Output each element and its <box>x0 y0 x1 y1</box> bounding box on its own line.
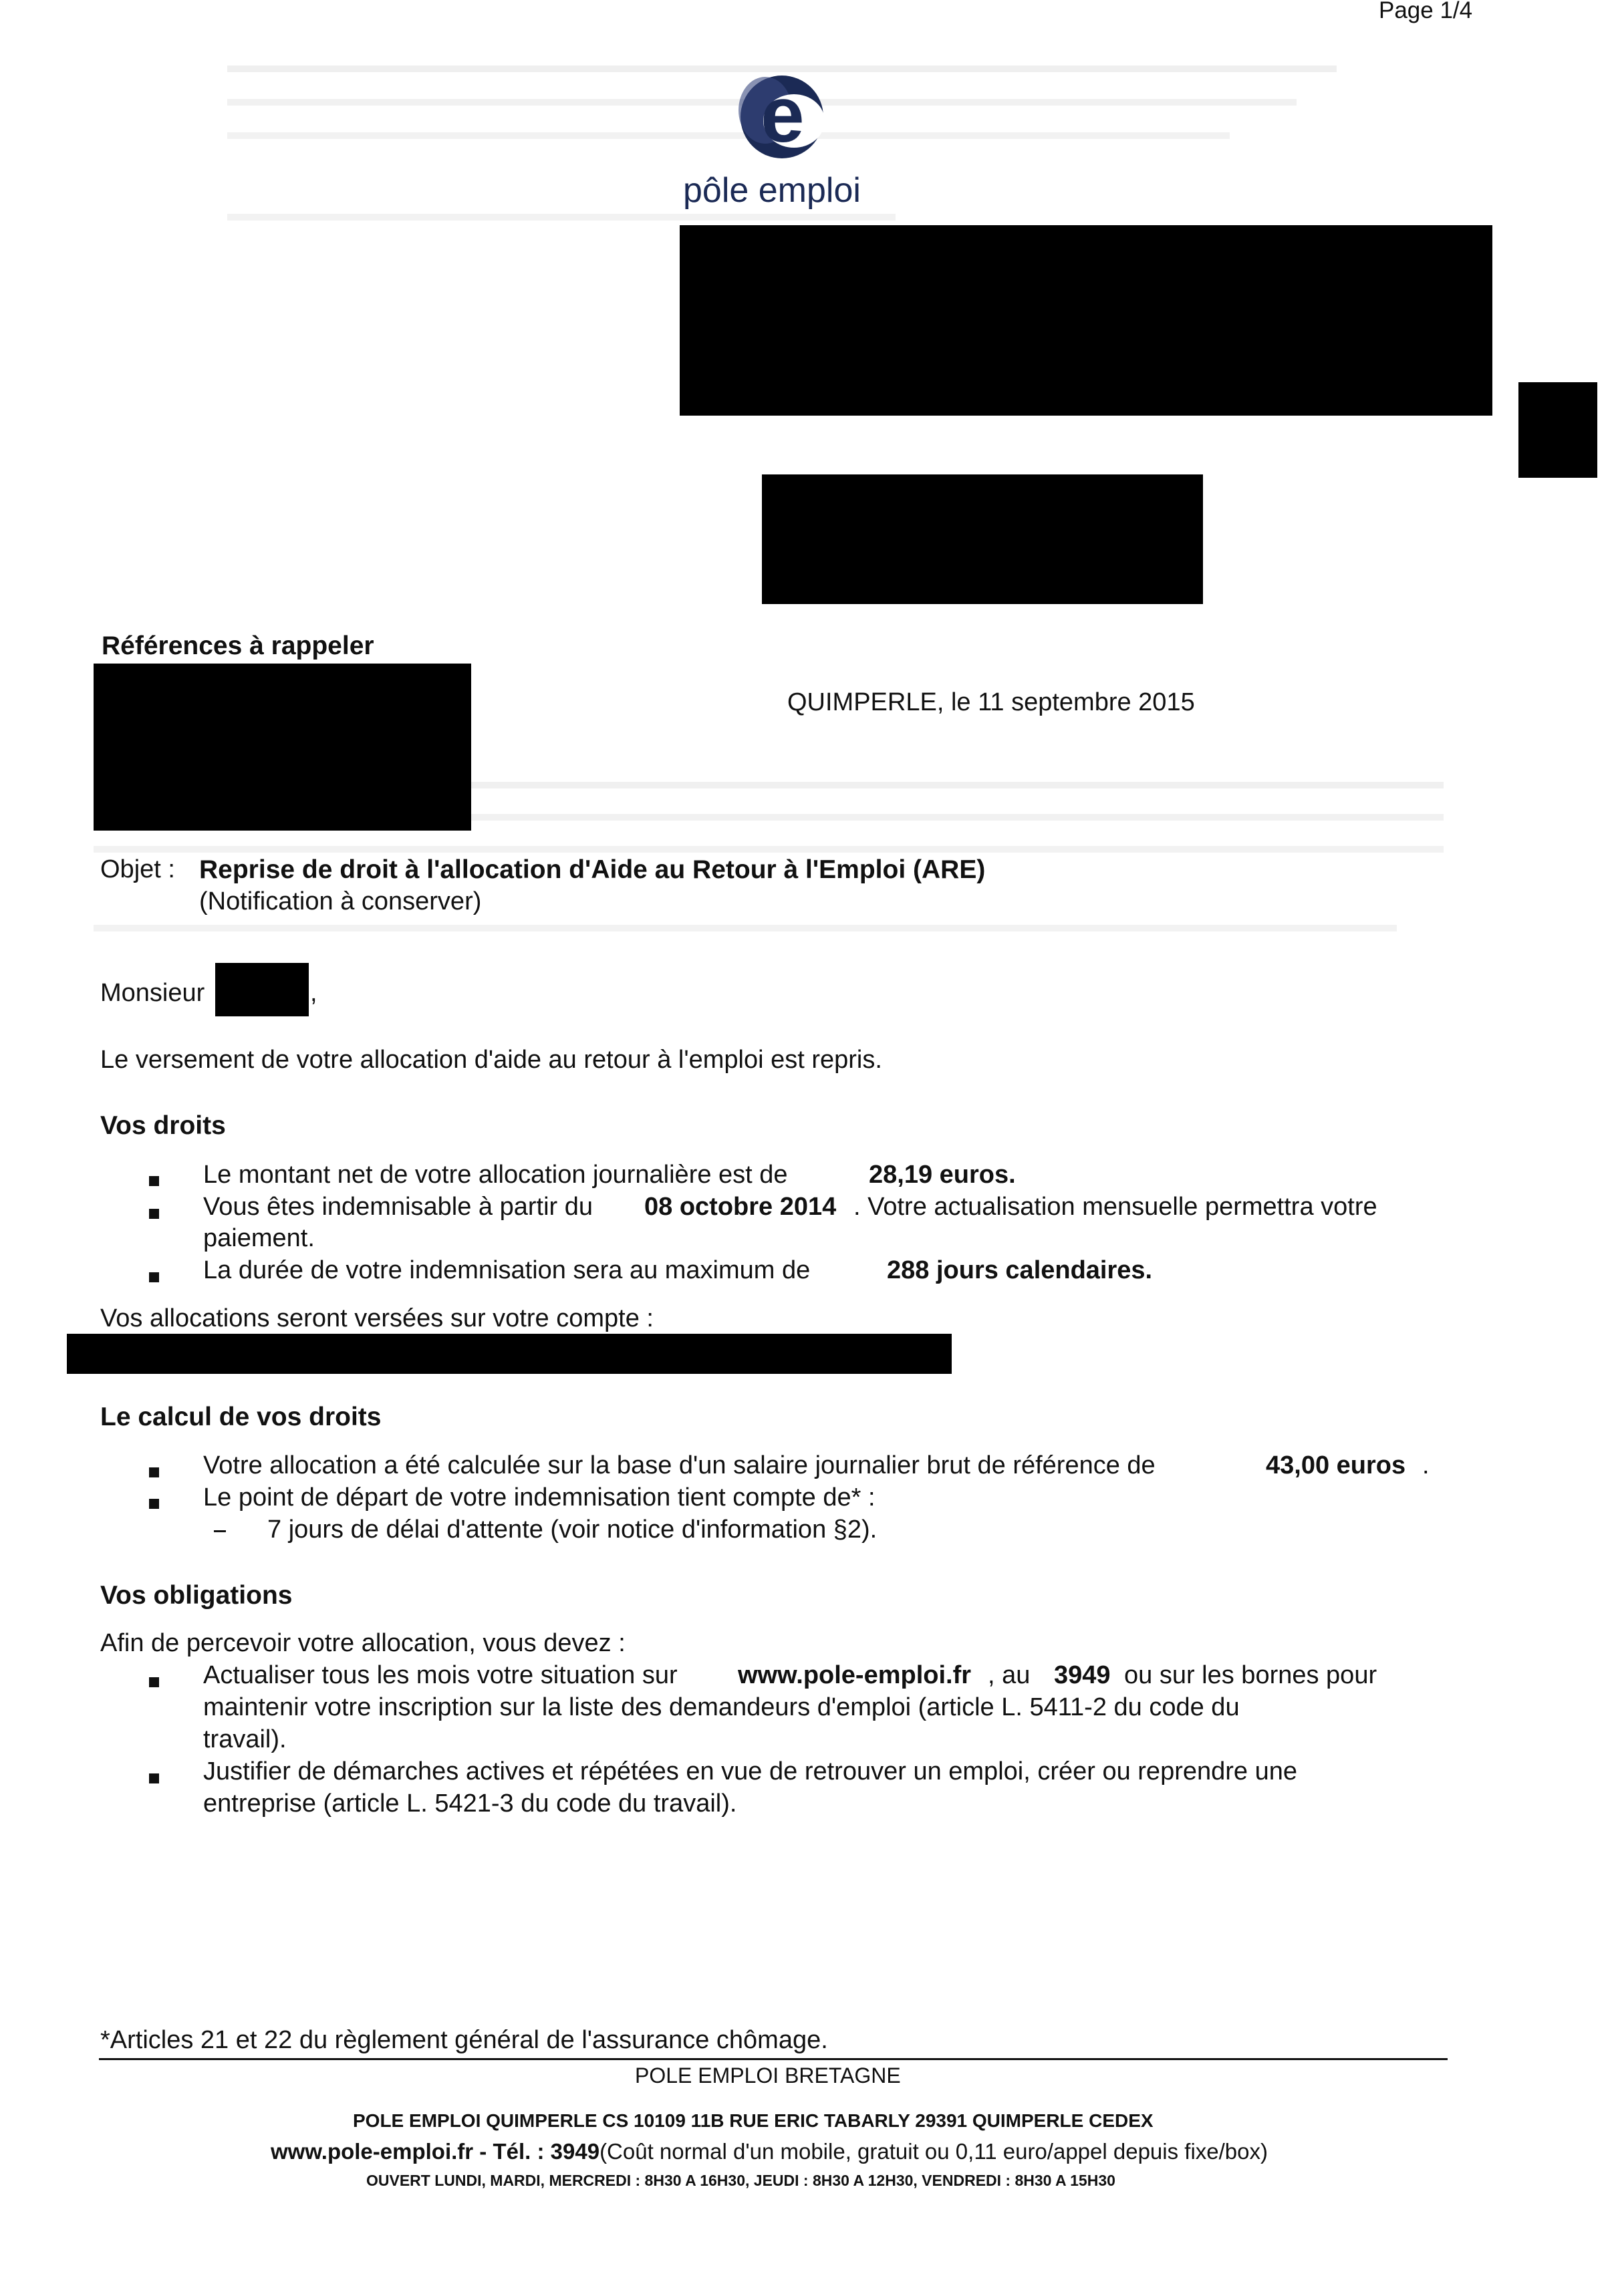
obligations-item-1-b: , au <box>988 1661 1031 1689</box>
footer-website-link[interactable]: www.pole-emploi.fr <box>271 2139 474 2164</box>
droits-item-2-text-b: . Votre actualisation mensuelle permettra votre <box>853 1193 1377 1221</box>
droits-item-2-text-c: paiement. <box>203 1224 315 1252</box>
calcul-bullet-2 <box>149 1499 159 1509</box>
references-heading: Références à rappeler <box>102 631 374 660</box>
calcul-sub-dash <box>214 1530 226 1532</box>
salutation-suffix: , <box>310 979 317 1007</box>
page-number: Page 1/4 <box>1379 0 1473 23</box>
droits-item-2-value: 08 octobre 2014 <box>644 1193 837 1221</box>
obligations-item-1-c: ou sur les bornes pour <box>1124 1661 1377 1689</box>
redacted-recipient <box>762 474 1203 604</box>
obligations-item-1-line2: maintenir votre inscription sur la liste des demandeurs d'emploi (article L. 5411-2 du code du <box>203 1693 1240 1721</box>
obligations-item-1-phone: 3949 <box>1054 1661 1111 1689</box>
calcul-item-1-value: 43,00 euros <box>1266 1451 1406 1479</box>
droits-item-3-text: La durée de votre indemnisation sera au maximum de <box>203 1256 811 1284</box>
intro-paragraph: Le versement de votre allocation d'aide au retour à l'emploi est repris. <box>100 1046 882 1074</box>
obligations-bullet-2 <box>149 1773 159 1783</box>
logo-wordmark: pôle emploi <box>683 171 861 210</box>
droits-item-1-text: Le montant net de votre allocation journalière est de <box>203 1161 788 1189</box>
redacted-bank-account <box>67 1334 952 1374</box>
droits-item-3-value: 288 jours calendaires. <box>887 1256 1153 1284</box>
droits-bullet-3 <box>149 1272 159 1282</box>
subject-note: (Notification à conserver) <box>199 887 482 915</box>
droits-item-1-value: 28,19 euros. <box>869 1161 1016 1189</box>
footer-contact-line <box>271 2139 1268 2164</box>
redacted-references <box>94 664 471 831</box>
calcul-item-1-text: Votre allocation a été calculée sur la base d'un salaire journalier brut de référence de <box>203 1451 1156 1479</box>
droits-heading: Vos droits <box>100 1111 226 1140</box>
obligations-item-2-line2: entreprise (article L. 5421-3 du code du travail). <box>203 1789 737 1818</box>
calcul-item-2-text: Le point de départ de votre indemnisation tient compte de* : <box>203 1483 876 1512</box>
redacted-name <box>215 963 309 1016</box>
obligations-bullet-1 <box>149 1677 159 1687</box>
account-line: Vos allocations seront versées sur votre compte : <box>100 1304 654 1332</box>
footnote-rule <box>99 2058 1448 2060</box>
footer-address: POLE EMPLOI QUIMPERLE CS 10109 11B RUE ERIC TABARLY 29391 QUIMPERLE CEDEX <box>353 2110 1154 2131</box>
logo-mark: e <box>761 71 805 159</box>
obligations-item-1-site: www.pole-emploi.fr <box>738 1661 972 1689</box>
footer-tel-number: 3949 <box>550 2139 600 2164</box>
footer-hours: OUVERT LUNDI, MARDI, MERCREDI : 8H30 A 16H30, JEUDI : 8H30 A 12H30, VENDREDI : 8H30 A 15H30 <box>366 2172 1115 2189</box>
subject-title: Reprise de droit à l'allocation d'Aide au Retour à l'Emploi (ARE) <box>199 855 986 884</box>
redacted-side-mark <box>1518 382 1597 478</box>
calcul-bullet-1 <box>149 1467 159 1477</box>
droits-bullet-2 <box>149 1209 159 1219</box>
salutation-prefix: Monsieur <box>100 979 205 1007</box>
calcul-heading: Le calcul de vos droits <box>100 1403 382 1431</box>
calcul-item-1-end: . <box>1422 1451 1430 1479</box>
obligations-heading: Vos obligations <box>100 1581 293 1610</box>
footnote: *Articles 21 et 22 du règlement général de l'assurance chômage. <box>100 2026 828 2054</box>
footer-tel-note: (Coût normal d'un mobile, gratuit ou 0,11 euro/appel depuis fixe/box) <box>599 2139 1268 2164</box>
obligations-item-2-line1: Justifier de démarches actives et répétées en vue de retrouver un emploi, créer ou reprendre une <box>203 1757 1298 1785</box>
footer-region: POLE EMPLOI BRETAGNE <box>635 2063 901 2088</box>
obligations-item-1-line3: travail). <box>203 1725 287 1753</box>
pole-emploi-logo <box>682 70 882 224</box>
redacted-address <box>680 225 1492 416</box>
place-date: QUIMPERLE, le 11 septembre 2015 <box>787 688 1195 716</box>
droits-bullet-1 <box>149 1176 159 1186</box>
subject-label: Objet : <box>100 855 175 883</box>
obligations-intro: Afin de percevoir votre allocation, vous devez : <box>100 1629 626 1657</box>
droits-item-2-text-a: Vous êtes indemnisable à partir du <box>203 1193 593 1221</box>
obligations-item-1-a: Actualiser tous les mois votre situation sur <box>203 1661 678 1689</box>
calcul-sub-item: 7 jours de délai d'attente (voir notice d'information §2). <box>267 1516 878 1544</box>
footer-tel-label: - Tél. : <box>473 2139 545 2164</box>
